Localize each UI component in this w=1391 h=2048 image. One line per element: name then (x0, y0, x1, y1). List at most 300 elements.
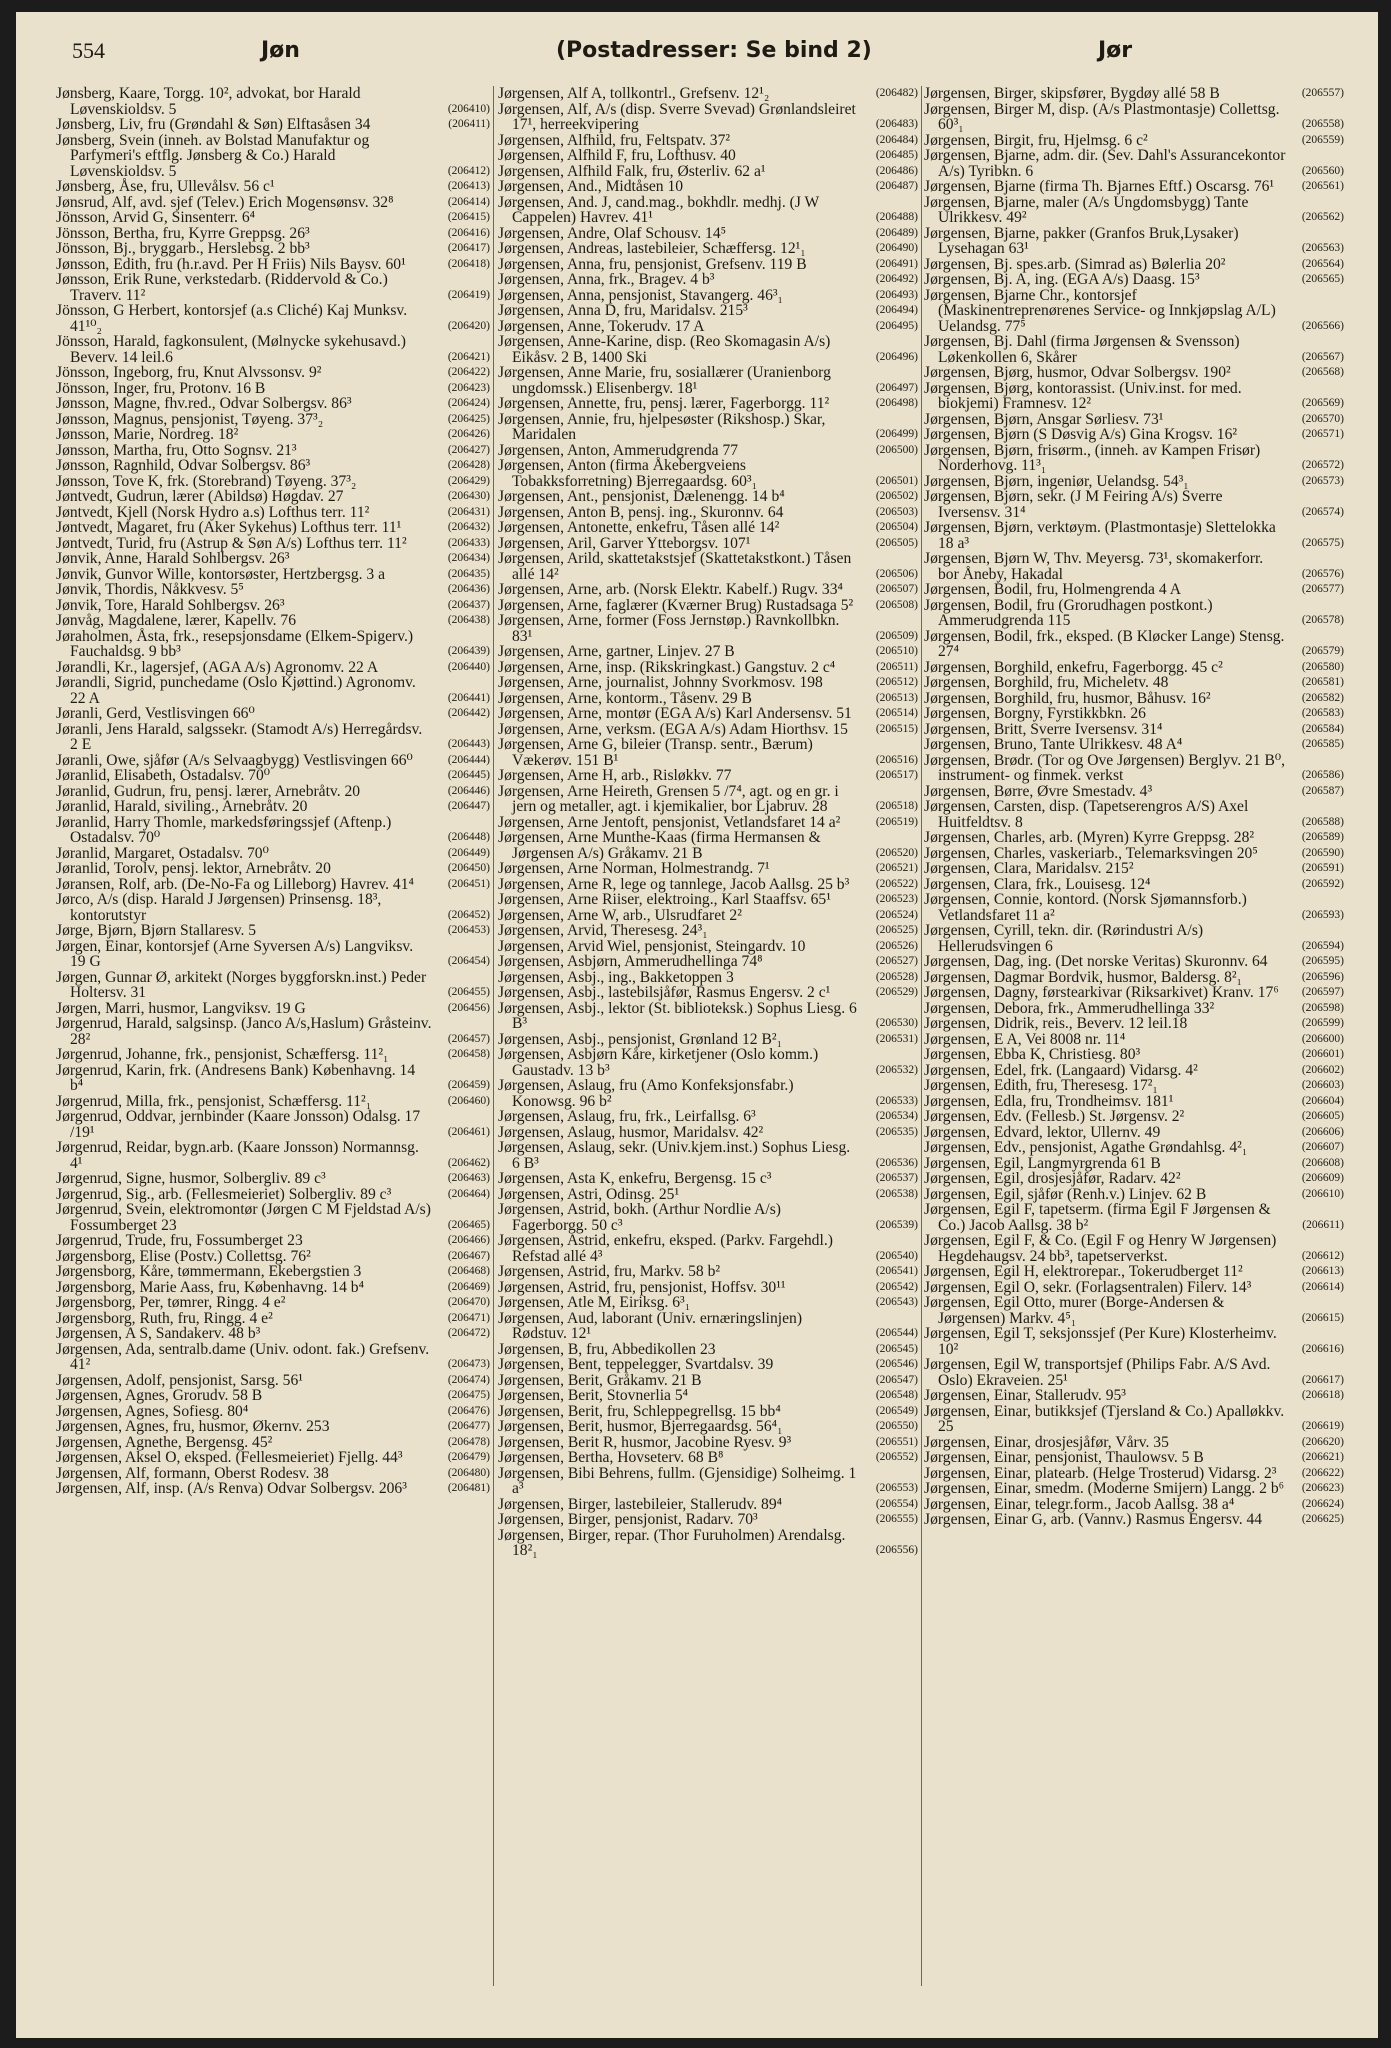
directory-entry (498, 1311, 918, 1342)
directory-entry (924, 1466, 1344, 1482)
entry-number: (206493) (875, 288, 918, 301)
entry-text: Jørgenrud, Sig., arb. (Fellesmeieriet) Solbergliv. 89 c³ (56, 1185, 392, 1203)
entry-number: (206530) (875, 1017, 918, 1029)
directory-entry (924, 365, 1344, 381)
entry-number: (206568) (1301, 366, 1344, 378)
directory-entry (924, 582, 1344, 598)
entry-number: (206625) (1301, 1513, 1344, 1525)
entry-number: (206426) (447, 428, 490, 440)
entry-text: Jørgensen, Carsten, disp. (Tapetserengros A/S) Axel Huitfeldtsv. 8 (924, 798, 1249, 831)
directory-entry (56, 892, 490, 923)
directory-entry (56, 117, 490, 133)
entry-text: Jørgensen, Atle M, Eiriksg. 6³₁ (498, 1294, 691, 1311)
entry-number: (206569) (1301, 397, 1344, 409)
directory-entry (924, 1233, 1344, 1264)
directory-entry (498, 86, 918, 102)
directory-entry (56, 1435, 490, 1451)
entry-text: Jørgensen, Bodil, frk., eksped. (B Kløcker Lange) Stensg. 27⁴ (924, 627, 1285, 660)
directory-entry (56, 179, 490, 195)
entry-text: Jørgensen, Bjørn, frisørm., (inneh. av Kampen Frisør) Norderhovg. 11³₁ (924, 441, 1261, 474)
entry-text: Jønvik, Anne, Harald Sohlbergsv. 26³ (56, 550, 290, 567)
entry-text: Jørgensen, Egil Otto, murer (Borge-Andersen & Jørgensen) Markv. 4⁵₁ (924, 1294, 1225, 1327)
entry-number: (206534) (875, 1110, 918, 1122)
directory-entry (498, 241, 918, 257)
entry-number: (206607) (1301, 1141, 1344, 1153)
page-header (16, 34, 1378, 74)
directory-entry (924, 427, 1344, 443)
directory-entry (924, 443, 1344, 474)
entry-text: Jørgensen, Alfhild Falk, fru, Østerliv. 62 a¹ (498, 162, 766, 180)
entry-number: (206516) (875, 753, 918, 766)
entry-number: (206592) (1301, 877, 1344, 890)
directory-entry (56, 1388, 490, 1404)
entry-text: Jønsson, Magne, fhv.red., Odvar Solbergsv. 86³ (56, 395, 352, 412)
entry-number: (206571) (1301, 428, 1344, 440)
directory-entry (498, 660, 918, 676)
entry-number: (206446) (447, 784, 490, 797)
entry-number: (206511) (876, 660, 918, 673)
entry-number: (206456) (447, 1001, 490, 1014)
directory-entry (498, 443, 918, 459)
directory-entry (924, 1264, 1344, 1280)
directory-entry (498, 784, 918, 815)
entry-number: (206415) (447, 211, 490, 223)
directory-entry (56, 474, 490, 490)
entry-text: Jørgensen, Borghild, fru, husmor, Båhusv. 16² (924, 689, 1211, 707)
directory-entry (498, 195, 918, 226)
directory-entry (924, 1032, 1344, 1048)
entry-text: Jørgensen, Einar, pensjonist, Thaulowsv. 5 B (924, 1449, 1204, 1466)
entry-text: Jørgensen, Bjørn, verktøym. (Plastmontasje) Slettelokka 18 a³ (924, 519, 1276, 552)
entry-text: Jørgensen, Bjørn, sekr. (J M Feiring A/s) Sverre Iversensv. 31⁴ (924, 488, 1223, 521)
entry-number: (206546) (875, 1358, 918, 1370)
directory-entry (56, 939, 490, 970)
entry-number: (206504) (875, 521, 918, 533)
entry-text: Jøntvedt, Turid, fru (Astrup & Søn A/s) Lofthus terr. 11² (56, 534, 407, 552)
directory-entry (56, 799, 490, 815)
entry-text: Jørgensen, Anne Marie, fru, sosiallærer (Uranienborg ungdomssk.) Elisenbergv. 18¹ (498, 364, 831, 397)
entry-text: Jøranli, Jens Harald, salgssekr. (Stamodt A/s) Herregårdsv. 2 E (56, 720, 423, 753)
directory-entry (924, 877, 1344, 893)
directory-entry (924, 412, 1344, 428)
directory-entry (924, 1063, 1344, 1079)
entry-text: Jørgensen, Asbj., lektor (St. biblioteksk.) Sophus Liesg. 6 B³ (498, 999, 857, 1032)
entry-text: Jørgensen, Einar, drosjesjåfør, Vårv. 35 (924, 1433, 1169, 1451)
entry-text: Jørgensen, A S, Sandakerv. 48 b³ (56, 1325, 261, 1342)
directory-entry (56, 396, 490, 412)
entry-number: (206522) (875, 877, 918, 890)
directory-entry (56, 257, 490, 273)
entry-text: Jønvik, Gunvor Wille, kontorsøster, Hertzbergsg. 3 a (56, 565, 386, 583)
entry-text: Jørgensen, Arne Jentoft, pensjonist, Vetlandsfaret 14 a² (498, 813, 841, 831)
directory-entry (924, 1280, 1344, 1296)
entry-text: Jørgensen, E A, Vei 8008 nr. 11⁴ (924, 1030, 1126, 1048)
entry-number: (206609) (1301, 1172, 1344, 1184)
directory-entry (498, 737, 918, 768)
directory-entry (498, 520, 918, 536)
entry-text: Jøranlid, Harry Thomle, markedsføringssjef (Aftenp.) Ostadalsv. 70⁰ (56, 813, 392, 846)
entry-number: (206617) (1301, 1373, 1344, 1386)
entry-number: (206436) (447, 583, 490, 595)
entry-text: Jørgensen, And., Midtåsen 10 (498, 178, 684, 195)
entry-number: (206597) (1301, 986, 1344, 998)
entry-number: (206616) (1301, 1342, 1344, 1355)
directory-entry (56, 1311, 490, 1327)
directory-entry (56, 1187, 490, 1203)
entry-text: Jønvik, Thordis, Nåkkvesv. 5⁵ (56, 581, 244, 598)
entry-number: (206557) (1301, 87, 1344, 99)
entry-number: (206574) (1301, 505, 1344, 518)
directory-entry (56, 412, 490, 428)
directory-entry (498, 1342, 918, 1358)
entry-text: Jørgensen, Agnes, Grorudv. 58 B (56, 1387, 263, 1404)
entry-number: (206441) (447, 691, 490, 704)
entry-text: Jørgensen, Annette, fru, pensj. lærer, Fagerborgg. 11² (498, 395, 830, 412)
directory-entry (498, 536, 918, 552)
entry-text: Jørgensen, Borghild, enkefru, Fagerborgg. 45 c² (924, 658, 1223, 676)
entry-text: Jørgensen, Asta K, enkefru, Bergensg. 15 c³ (498, 1170, 772, 1187)
directory-entry (498, 365, 918, 396)
entry-text: Jøranlid, Margaret, Ostadalsv. 70⁰ (56, 844, 269, 862)
entry-number: (206581) (1301, 676, 1344, 688)
directory-entry (56, 1001, 490, 1017)
directory-entry (498, 1125, 918, 1141)
directory-entry (498, 1419, 918, 1435)
entry-number: (206454) (447, 955, 490, 967)
directory-entry (56, 1466, 490, 1482)
entry-text: Jørgensen, Einar, platearb. (Helge Trosterud) Vidarsg. 2³ (924, 1464, 1277, 1482)
entry-text: Jørgensen, Anna, frk., Bragev. 4 b³ (498, 271, 715, 288)
entry-number: (206505) (875, 536, 918, 549)
entry-number: (206529) (875, 986, 918, 998)
entry-number: (206428) (447, 459, 490, 471)
entry-number: (206470) (447, 1296, 490, 1308)
entry-number: (206482) (875, 87, 918, 99)
entry-text: Jørgensen, Charles, vaskeriarb., Telemarksvingen 20⁵ (924, 844, 1258, 862)
entry-text: Jørgensen, Bertha, Hovseterv. 68 B⁸ (498, 1449, 724, 1466)
directory-entry (498, 1202, 918, 1233)
entry-number: (206457) (447, 1032, 490, 1045)
directory-entry (56, 1373, 490, 1389)
entry-text: Jørgensen, Arne, kontorm., Tåsenv. 29 B (498, 689, 752, 707)
entry-number: (206584) (1301, 722, 1344, 735)
entry-text: Jørgensen, Birger, repar. (Thor Furuholmen) Arendalsg. 18²₁ (498, 1526, 846, 1559)
entry-number: (206572) (1301, 459, 1344, 471)
entry-text: Jørgensen, Asbj., ing., Bakketoppen 3 (498, 968, 734, 986)
entry-number: (206551) (875, 1435, 918, 1448)
entry-number: (206613) (1301, 1265, 1344, 1277)
entry-text: Jørgensen, Anton, Ammerudgrenda 77 (498, 441, 739, 459)
directory-entry (56, 722, 490, 753)
directory-entry (56, 567, 490, 583)
entry-number: (206614) (1301, 1280, 1344, 1293)
directory-entry (924, 970, 1344, 986)
directory-entry (56, 241, 490, 257)
directory-entry (924, 226, 1344, 257)
entry-number: (206573) (1301, 474, 1344, 487)
directory-entry (498, 1001, 918, 1032)
entry-number: (206533) (875, 1094, 918, 1107)
entry-number: (206535) (875, 1125, 918, 1138)
directory-entry (56, 1326, 490, 1342)
entry-number: (206444) (447, 753, 490, 766)
entry-number: (206487) (875, 180, 918, 192)
directory-entry (56, 815, 490, 846)
entry-number: (206476) (447, 1404, 490, 1417)
entry-text: Jørgensen, Arne G, bileier (Transp. sentr., Bærum) Vækerøv. 151 B¹ (498, 736, 813, 769)
entry-number: (206430) (447, 490, 490, 502)
entry-text: Jørgensen, Birger M, disp. (A/s Plastmontasje) Collettsg. 60³₁ (924, 100, 1280, 133)
entry-number: (206521) (875, 862, 918, 874)
entry-number: (206510) (875, 645, 918, 657)
directory-entry (498, 489, 918, 505)
directory-entry (924, 1078, 1344, 1094)
entry-text: Jønvik, Tore, Harald Sohlbergsv. 26³ (56, 596, 285, 614)
directory-entry (498, 815, 918, 831)
entry-text: Jørgensborg, Marie Aass, fru, Københavng. 14 b⁴ (56, 1278, 365, 1296)
directory-entry (924, 1357, 1344, 1388)
entry-number: (206561) (1301, 180, 1344, 192)
directory-entry (56, 1342, 490, 1373)
directory-entry (498, 164, 918, 180)
directory-entry (56, 1171, 490, 1187)
entry-number: (206555) (875, 1513, 918, 1525)
entry-number: (206619) (1301, 1420, 1344, 1432)
directory-entry (56, 877, 490, 893)
directory-entry (498, 939, 918, 955)
directory-entry (924, 551, 1344, 582)
directory-entry (498, 303, 918, 319)
directory-entry (924, 1001, 1344, 1017)
entry-number: (206618) (1301, 1389, 1344, 1401)
directory-entry (56, 1202, 490, 1233)
entry-number: (206541) (875, 1265, 918, 1277)
directory-entry (498, 319, 918, 335)
directory-entry (924, 598, 1344, 629)
entry-number: (206591) (1301, 862, 1344, 874)
entry-number: (206525) (875, 924, 918, 936)
directory-entry (924, 102, 1344, 133)
directory-entry (498, 1233, 918, 1264)
directory-entry (924, 1404, 1344, 1435)
directory-entry (56, 1016, 490, 1047)
entry-number: (206532) (875, 1063, 918, 1076)
directory-entry (498, 598, 918, 614)
entry-number: (206453) (447, 924, 490, 936)
entry-text: Jørgensen, Dagny, førstearkivar (Riksarkivet) Kranv. 17⁶ (924, 984, 1279, 1001)
entry-text: Jørgensen, Bjarne, adm. dir. (Sev. Dahl's Assurancekontor A/s) Tyribkn. 6 (924, 147, 1286, 180)
entry-text: Jørgensen, Adolf, pensjonist, Sarsg. 56¹ (56, 1371, 303, 1389)
directory-entry (56, 1481, 490, 1497)
directory-entry (498, 582, 918, 598)
entry-text: Jørgensen, Agnes, Sofiesg. 80⁴ (56, 1402, 249, 1420)
directory-entry (56, 1140, 490, 1171)
directory-entry (56, 1094, 490, 1110)
directory-entry (56, 598, 490, 614)
directory-entry (924, 660, 1344, 676)
directory-entry (498, 691, 918, 707)
entry-number: (206481) (447, 1482, 490, 1494)
entry-number: (206420) (447, 319, 490, 332)
entry-text: Jørgensen, Birger, lastebileier, Stallerudv. 89⁴ (498, 1495, 783, 1513)
entry-text: Jørgensen, Arne H, arb., Risløkkv. 77 (498, 767, 732, 784)
entry-text: Jørgensen, Bjarne (firma Th. Bjarnes Eftf.) Oscarsg. 76¹ (924, 178, 1275, 195)
header-center-note: (Postadresser: Se bind 2) (556, 38, 872, 63)
entry-number: (206472) (447, 1327, 490, 1339)
entry-number: (206486) (875, 164, 918, 177)
entry-text: Jørco, A/s (disp. Harald J Jørgensen) Prinsensg. 18³, kontorutstyr (56, 891, 382, 924)
entry-number: (206576) (1301, 567, 1344, 580)
directory-entry (56, 1249, 490, 1265)
entry-number: (206558) (1301, 118, 1344, 130)
entry-number: (206471) (447, 1311, 490, 1324)
directory-entry (924, 1435, 1344, 1451)
entry-text: Jørgensen, Bjarne Chr., kontorsjef (Maskinentreprenørenes Service- og Innkjøpslag A/L) Uelandsg. 77⁵ (924, 286, 1276, 335)
directory-entry (56, 536, 490, 552)
entry-number: (206567) (1301, 350, 1344, 363)
entry-number: (206604) (1301, 1094, 1344, 1107)
entry-text: Jørgensen, Astrid, fru, Markv. 58 b² (498, 1263, 721, 1280)
directory-entry (924, 691, 1344, 707)
entry-text: Jørgensen, Arne W, arb., Ulsrudfaret 2² (498, 906, 742, 924)
directory-entry (498, 613, 918, 644)
entry-number: (206519) (875, 815, 918, 828)
entry-number: (206536) (875, 1156, 918, 1169)
directory-entry (56, 210, 490, 226)
entry-number: (206539) (875, 1218, 918, 1231)
directory-entry (498, 970, 918, 986)
directory-entry (498, 861, 918, 877)
entry-text: Jørgensen, Arne, journalist, Johnny Svorkmosv. 198 (498, 674, 823, 691)
entry-number: (206502) (875, 490, 918, 502)
entry-number: (206582) (1301, 691, 1344, 704)
entry-text: Jönsson, Bertha, fru, Kyrre Greppsg. 26³ (56, 224, 310, 242)
entry-text: Jørgensen, Bjørn W, Thv. Meyersg. 73¹, skomakerforr. bor Åneby, Hakadal (924, 550, 1264, 583)
entry-text: Jönsson, Ingeborg, fru, Knut Alvssonsv. 9² (56, 364, 322, 381)
entry-text: Jørgensen, Arne, former (Foss Jernstøp.) Ravnkollbkn. 83¹ (498, 612, 840, 645)
directory-entry (924, 474, 1344, 490)
directory-entry (56, 753, 490, 769)
entry-number: (206595) (1301, 955, 1344, 967)
entry-text: Jørgensen, Egil O, sekr. (Forlagsentralen) Filerv. 14³ (924, 1278, 1252, 1296)
directory-entry (56, 923, 490, 939)
entry-number: (206467) (447, 1249, 490, 1262)
entry-number: (206416) (447, 226, 490, 239)
entry-number: (206440) (447, 660, 490, 673)
entry-text: Jørgensen, Aksel O, eksped. (Fellesmeieriet) Fjellg. 44³ (56, 1449, 403, 1466)
entry-number: (206425) (447, 412, 490, 425)
entry-number: (206474) (447, 1373, 490, 1386)
entry-text: Jørgensen, Dag, ing. (Det norske Veritas) Skuronnv. 64 (924, 953, 1268, 970)
directory-entry (498, 1109, 918, 1125)
entry-text: Jønsson, Martha, fru, Otto Sognsv. 21³ (56, 441, 297, 459)
entry-text: Jørgensen, Arne, verksm. (EGA A/s) Adam Hiorthsv. 15 (498, 720, 848, 738)
entry-text: Jørgensen, Egil F, tapetserm. (firma Egil F Jørgensen & Co.) Jacob Aallsg. 38 b² (924, 1201, 1271, 1234)
entry-number: (206593) (1301, 908, 1344, 921)
entry-number: (206577) (1301, 583, 1344, 595)
entry-number: (206623) (1301, 1482, 1344, 1494)
directory-entry (924, 1109, 1344, 1125)
entry-number: (206491) (875, 257, 918, 270)
entry-number: (206570) (1301, 412, 1344, 425)
entry-text: Jørgensen, Edv., pensjonist, Agathe Grøndahlsg. 4²₁ (924, 1139, 1248, 1156)
entry-text: Jørgensen, Berit, Stovnerlia 5⁴ (498, 1387, 689, 1404)
directory-entry (56, 520, 490, 536)
entry-number: (206608) (1301, 1156, 1344, 1169)
directory-entry (924, 1140, 1344, 1156)
directory-entry (498, 830, 918, 861)
entry-text: Jørgensen, Andreas, lastebileier, Schæffersg. 12¹₁ (498, 240, 806, 257)
directory-entry (56, 1109, 490, 1140)
entry-number: (206580) (1301, 660, 1344, 673)
entry-text: Jørgensen, Anton (firma Åkebergveiens Tobakksforretning) Bjerregaardsg. 60³₁ (498, 457, 758, 490)
entry-text: Jørgensen, Dagmar Bordvik, husmor, Baldersg. 8²₁ (924, 968, 1242, 986)
entry-number: (206615) (1301, 1311, 1344, 1324)
entry-number: (206515) (875, 722, 918, 735)
entry-number: (206602) (1301, 1063, 1344, 1076)
entry-text: Jørgensen, Edv. (Fellesb.) St. Jørgensv. 2² (924, 1108, 1185, 1125)
directory-entry (924, 272, 1344, 288)
directory-entry (498, 257, 918, 273)
directory-entry (924, 1512, 1344, 1528)
entry-text: Jøranli, Gerd, Vestlisvingen 66⁰ (56, 705, 255, 722)
entry-number: (206462) (447, 1156, 490, 1169)
entry-text: Jørgensen, Alfhild, fru, Feltspatv. 37² (498, 131, 731, 149)
entry-text: Jørgensen, B, fru, Abbedikollen 23 (498, 1340, 716, 1358)
entry-text: Jønsrud, Alf, avd. sjef (Telev.) Erich Mogensønsv. 32⁸ (56, 193, 394, 211)
directory-entry (924, 954, 1344, 970)
entry-text: Jørgen, Gunnar Ø, arkitekt (Norges byggforskn.inst.) Peder Holtersv. 31 (56, 968, 427, 1001)
directory-entry (56, 629, 490, 660)
entry-text: Jørgensen, Bruno, Tante Ulrikkesv. 48 A⁴ (924, 736, 1183, 753)
entry-number: (206458) (447, 1048, 490, 1060)
entry-text: Jørgenrud, Reidar, bygn.arb. (Kaare Jonsson) Normannsg. 4¹ (56, 1139, 419, 1172)
entry-text: Jørgensen, Edvard, lektor, Ullernv. 49 (924, 1123, 1161, 1141)
column-divider (493, 86, 494, 1986)
directory-entry (498, 1404, 918, 1420)
directory-entry (498, 1466, 918, 1497)
directory-entry (498, 1497, 918, 1513)
entry-text: Jørgensen, Einar, telegr.form., Jacob Aallsg. 38 a⁴ (924, 1495, 1235, 1513)
entry-number: (206501) (875, 474, 918, 487)
entry-number: (206438) (447, 614, 490, 626)
directory-entry (498, 551, 918, 582)
directory-entry (56, 458, 490, 474)
entry-text: Jørgensborg, Kåre, tømmermann, Ekebergstien 3 (56, 1263, 362, 1280)
entry-number: (206442) (447, 707, 490, 719)
directory-entry (56, 1404, 490, 1420)
entry-number: (206513) (875, 691, 918, 704)
entry-text: Jørgensen, Clara, Maridalsv. 215² (924, 860, 1134, 877)
entry-text: Jøntvedt, Gudrun, lærer (Abildsø) Høgdav. 27 (56, 488, 344, 505)
directory-entry (924, 381, 1344, 412)
entry-text: Jönsson, G Herbert, kontorsjef (a.s Cliché) Kaj Munksv. 41¹⁰₂ (56, 302, 408, 335)
entry-text: Jøntvedt, Magaret, fru (Aker Sykehus) Lofthus terr. 11¹ (56, 519, 402, 536)
entry-text: Jönsson, Bj., bryggarb., Herslebsg. 2 bb³ (56, 240, 310, 257)
entry-text: Jørgensen, Egil T, seksjonssjef (Per Kure) Klosterheimv. 10² (924, 1325, 1277, 1358)
directory-entry (498, 148, 918, 164)
entry-text: Jørgensen, Edel, frk. (Langaard) Vidarsg. 4² (924, 1061, 1198, 1079)
entry-text: Jørgensen, Aud, laborant (Univ. ernæringslinjen) Rødstuv. 12¹ (498, 1309, 803, 1342)
directory-entry (56, 1063, 490, 1094)
entry-number: (206563) (1301, 242, 1344, 254)
entry-number: (206612) (1301, 1249, 1344, 1262)
directory-entry (924, 288, 1344, 335)
directory-entry (498, 706, 918, 722)
entry-number: (206517) (875, 769, 918, 781)
directory-entry (498, 1171, 918, 1187)
entry-text: Jørgensen, Egil W, transportsjef (Philips Fabr. A/S Avd. Oslo) Ekraveien. 25¹ (924, 1356, 1271, 1389)
